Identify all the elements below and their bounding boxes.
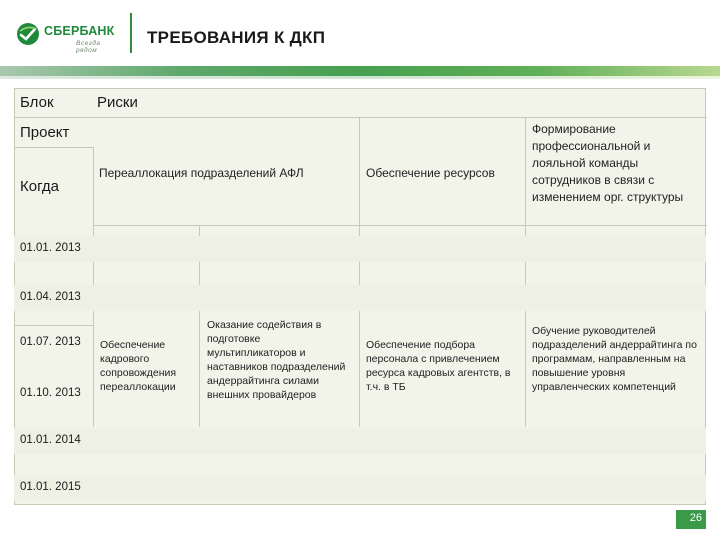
brand-name: СБЕРБАНК (44, 24, 115, 38)
activity-training: Обучение руководителей подразделений андеррайтинга по программам, направленным на повышение уровня управленческих компетенций (532, 325, 697, 393)
project-label: Проект (20, 124, 70, 141)
header-divider (130, 13, 132, 53)
activity-hr-support: Обеспечение кадрового сопровождения переаллокации (100, 339, 177, 393)
page-title: ТРЕБОВАНИЯ К ДКП (147, 28, 326, 47)
column-header-afl: Переаллокация подразделений АФЛ (99, 166, 304, 180)
header-gradient-shadow (0, 76, 720, 79)
sberbank-logo (14, 18, 124, 52)
date-row-label: 01.01. 2013 (20, 242, 81, 254)
page-number-badge: 26 (676, 510, 706, 529)
sberbank-logo-icon (16, 22, 40, 46)
row-divider (15, 325, 93, 326)
date-row-label: 01.01. 2014 (20, 434, 81, 446)
date-row-label: 01.07. 2013 (20, 336, 81, 348)
date-row-band (14, 428, 706, 454)
col-divider (359, 117, 360, 427)
date-row-band (14, 475, 706, 501)
activity-selection: Обеспечение подбора персонала с привлечением ресурса кадровых агентств, в т.ч. в ТБ (366, 339, 511, 393)
date-row-band (14, 285, 706, 311)
date-row-label: 01.10. 2013 (20, 387, 81, 399)
column-header-resources: Обеспечение ресурсов (366, 166, 495, 180)
row-divider (93, 225, 707, 226)
header-gradient-bar (0, 66, 720, 76)
date-row-label: 01.01. 2015 (20, 481, 81, 493)
risks-label: Риски (97, 94, 138, 111)
col-divider (525, 117, 526, 427)
column-header-team: Формирование профессиональной и лояльной команды сотрудников в связи с изменением орг. структуры (532, 122, 684, 204)
brand-tagline: Всегда рядом (76, 40, 101, 54)
date-row-band (14, 236, 706, 262)
date-row-label: 01.04. 2013 (20, 291, 81, 303)
block-label: Блок (20, 94, 54, 111)
when-label: Когда (20, 178, 59, 195)
activity-multipliers: Оказание содействия в подготовке мультипликаторов и наставников подразделений андеррайтинга силами внешних провайдеров (207, 319, 346, 401)
row-divider (15, 147, 93, 148)
row-divider (15, 117, 707, 118)
